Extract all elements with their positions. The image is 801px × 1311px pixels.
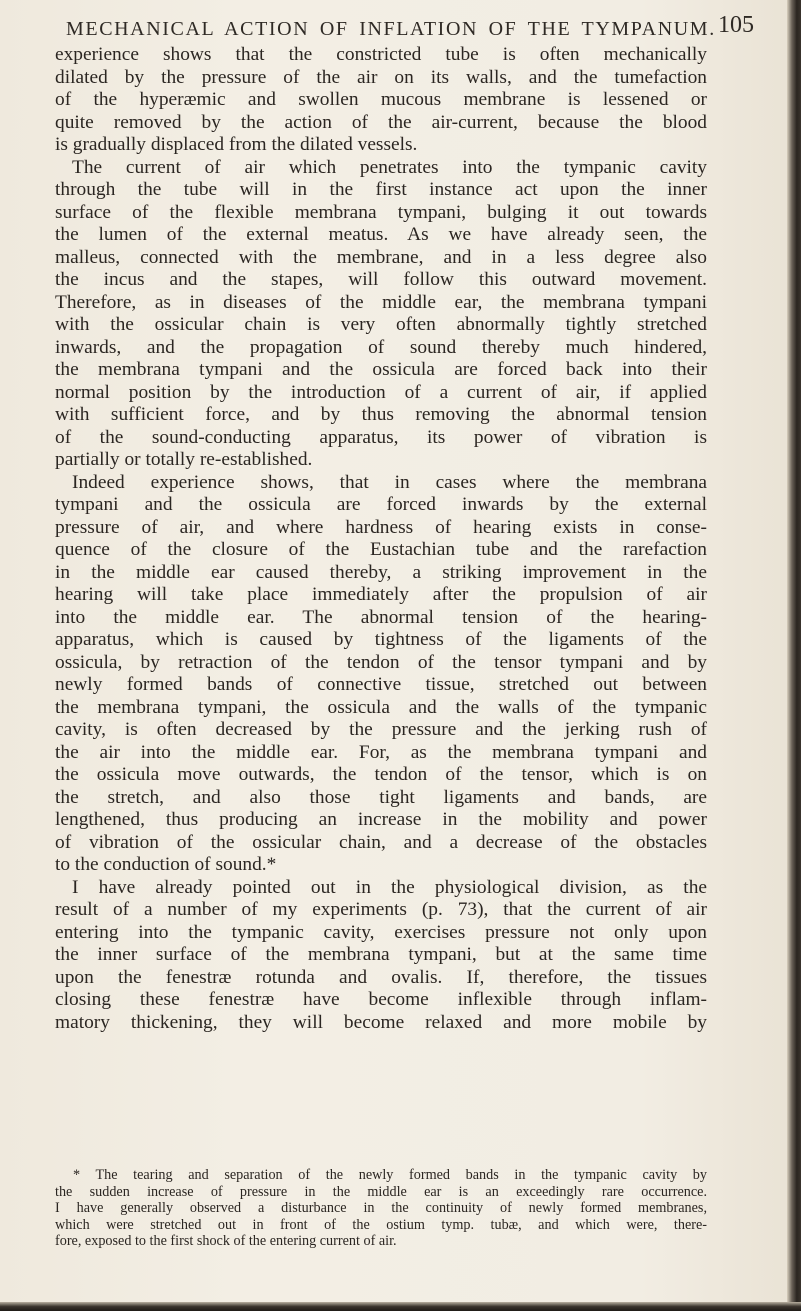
running-head-title: MECHANICAL ACTION OF INFLATION OF THE TYMPANUM. xyxy=(66,18,716,40)
body-line: of the hyperæmic and swollen mucous membrane is lessened or xyxy=(55,89,707,110)
body-line: with the ossicular chain is very often abnormally tightly stretched xyxy=(55,314,707,335)
body-line: lengthened, thus producing an increase in the mobility and power xyxy=(55,809,707,830)
body-line: I have already pointed out in the physiological division, as the xyxy=(72,876,707,898)
footnote-line: I have generally observed a disturbance in the continuity of newly formed membranes, xyxy=(55,1200,707,1217)
body-line: the air into the middle ear. For, as the membrana tympani and xyxy=(55,741,707,763)
body-line: the membrana tympani, the ossicula and the walls of the tympanic xyxy=(55,696,707,718)
body-line: into the middle ear. The abnormal tension of the hearing- xyxy=(55,606,707,628)
body-line: entering into the tympanic cavity, exercises pressure not only upon xyxy=(55,921,707,943)
body-line: newly formed bands of connective tissue, stretched out between xyxy=(55,674,707,695)
body-line: partially or totally re-established. xyxy=(55,449,313,470)
body-line: cavity, is often decreased by the pressure and the jerking rush of xyxy=(55,719,707,740)
body-line: with sufficient force, and by thus removing the abnormal tension xyxy=(55,404,707,425)
body-line: pressure of air, and where hardness of hearing exists in conse- xyxy=(55,516,707,538)
footnote xyxy=(55,1167,707,1250)
body-text xyxy=(55,44,707,1034)
body-line: The current of air which penetrates into the tympanic cavity xyxy=(72,156,707,178)
page-number: 105 xyxy=(718,12,754,38)
body-line: closing these fenestræ have become inflexible through inflam- xyxy=(55,989,707,1010)
body-line: malleus, connected with the membrane, and in a less degree also xyxy=(55,246,707,268)
footnote-line: which were stretched out in front of the ostium tymp. tubæ, and which were, there- xyxy=(55,1216,707,1233)
body-line: result of a number of my experiments (p. 73), that the current of air xyxy=(55,899,707,920)
body-line: normal position by the introduction of a current of air, if applied xyxy=(55,381,707,403)
body-line: the lumen of the external meatus. As we have already seen, the xyxy=(55,224,707,245)
running-head xyxy=(46,10,786,40)
body-line: the membrana tympani and the ossicula are forced back into their xyxy=(55,359,707,380)
body-line: matory thickening, they will become relaxed and more mobile by xyxy=(55,1011,707,1033)
page-bottom-edge xyxy=(0,1302,801,1311)
body-line: Therefore, as in diseases of the middle ear, the membrana tympani xyxy=(55,291,707,313)
body-line: experience shows that the constricted tube is often mechanically xyxy=(55,44,707,65)
body-line: apparatus, which is caused by tightness of the ligaments of the xyxy=(55,629,707,650)
footnote-line: * The tearing and separation of the newly formed bands in the tympanic cavity by xyxy=(73,1167,707,1183)
body-line: surface of the flexible membrana tympani, bulging it out towards xyxy=(55,201,707,223)
body-line: ossicula, by retraction of the tendon of the tensor tympani and by xyxy=(55,651,707,673)
body-line: tympani and the ossicula are forced inwards by the external xyxy=(55,494,707,515)
body-line: upon the fenestræ rotunda and ovalis. If, therefore, the tissues xyxy=(55,966,707,988)
body-line: the stretch, and also those tight ligaments and bands, are xyxy=(55,786,707,808)
body-line: the incus and the stapes, will follow this outward movement. xyxy=(55,269,707,290)
page-binding-edge xyxy=(787,0,801,1311)
body-line: through the tube will in the first instance act upon the inner xyxy=(55,179,707,200)
body-line: hearing will take place immediately after the propulsion of air xyxy=(55,584,707,605)
footnote-line: the sudden increase of pressure in the middle ear is an exceedingly rare occurrence. xyxy=(55,1183,707,1200)
body-line: the ossicula move outwards, the tendon of the tensor, which is on xyxy=(55,764,707,785)
body-line: in the middle ear caused thereby, a striking improvement in the xyxy=(55,561,707,583)
body-line: quite removed by the action of the air-current, because the blood xyxy=(55,111,707,133)
body-line: of vibration of the ossicular chain, and a decrease of the obstacles xyxy=(55,831,707,853)
body-line: quence of the closure of the Eustachian tube and the rarefaction xyxy=(55,539,707,560)
body-line: Indeed experience shows, that in cases where the membrana xyxy=(72,471,707,493)
body-line: dilated by the pressure of the air on its walls, and the tumefaction xyxy=(55,66,707,88)
footnote-line: fore, exposed to the first shock of the entering current of air. xyxy=(55,1233,397,1250)
body-line: inwards, and the propagation of sound thereby much hindered, xyxy=(55,336,707,358)
body-line: the inner surface of the membrana tympani, but at the same time xyxy=(55,944,707,965)
body-line: is gradually displaced from the dilated vessels. xyxy=(55,134,418,155)
body-line: of the sound-conducting apparatus, its power of vibration is xyxy=(55,426,707,448)
body-line: to the conduction of sound.* xyxy=(55,854,277,875)
